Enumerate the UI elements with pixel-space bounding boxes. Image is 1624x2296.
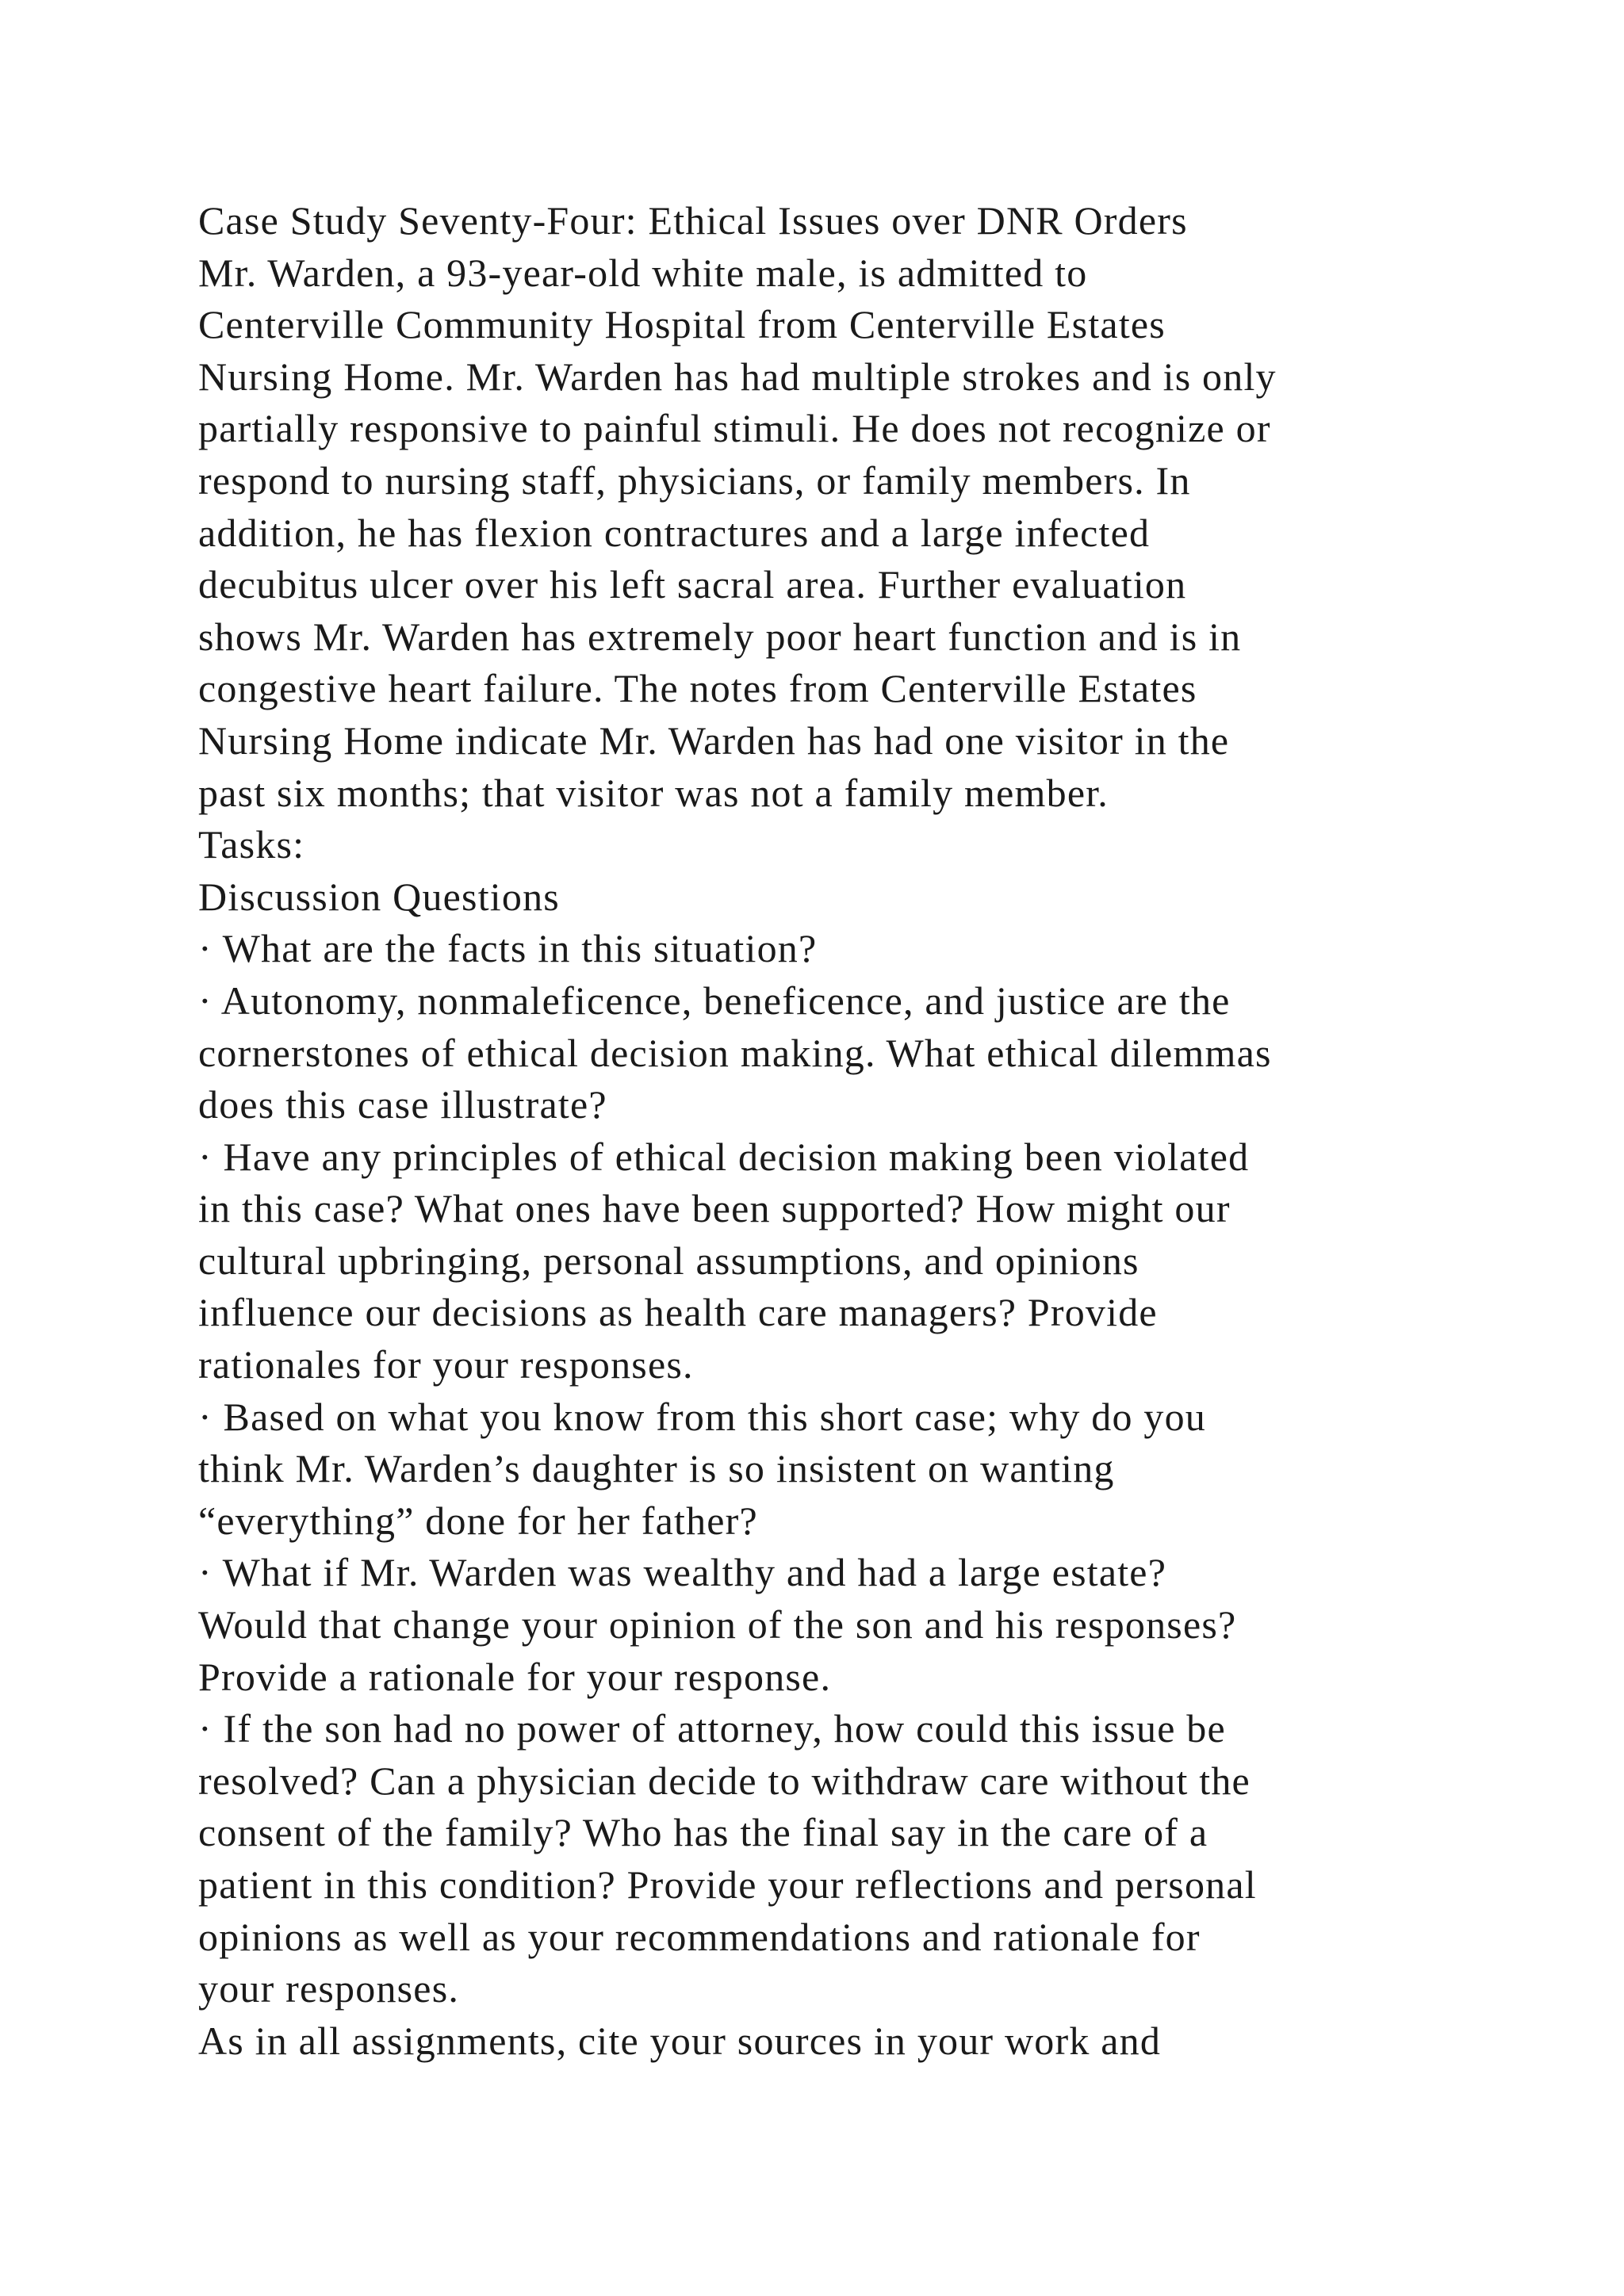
text-line: · If the son had no power of attorney, how could this issue be (198, 1706, 1226, 1751)
text-line: As in all assignments, cite your sources in your work and (198, 2018, 1162, 2063)
text-line: Mr. Warden, a 93-year-old white male, is admitted to (198, 250, 1088, 295)
text-line: · Based on what you know from this short case; why do you (198, 1394, 1207, 1439)
text-line: cultural upbringing, personal assumptions, and opinions (198, 1238, 1139, 1283)
text-line: · What if Mr. Warden was wealthy and had a large estate? (198, 1550, 1167, 1595)
text-line: opinions as well as your recommendations and rationale for (198, 1914, 1201, 1959)
text-line: addition, he has flexion contractures and a large infected (198, 510, 1151, 555)
document-body (198, 195, 1546, 2067)
text-line: rationales for your responses. (198, 1342, 694, 1387)
text-line: · What are the facts in this situation? (198, 926, 818, 971)
text-line: Case Study Seventy-Four: Ethical Issues over DNR Orders (198, 198, 1188, 243)
text-line: your responses. (198, 1966, 460, 2011)
text-line: Nursing Home indicate Mr. Warden has had one visitor in the (198, 718, 1230, 763)
text-line: Centerville Community Hospital from Centerville Estates (198, 302, 1166, 347)
text-line: · Autonomy, nonmaleficence, beneficence, and justice are the (198, 978, 1231, 1023)
text-line: partially responsive to painful stimuli. He does not recognize or (198, 406, 1271, 451)
text-line: Nursing Home. Mr. Warden has had multiple strokes and is only (198, 354, 1277, 399)
text-line: Would that change your opinion of the son and his responses? (198, 1602, 1237, 1647)
text-line: patient in this condition? Provide your reflections and personal (198, 1862, 1257, 1907)
text-line: Tasks: (198, 822, 305, 867)
text-line: Discussion Questions (198, 874, 560, 919)
text-line: think Mr. Warden’s daughter is so insistent on wanting (198, 1446, 1115, 1491)
text-line: “everything” done for her father? (198, 1498, 758, 1543)
text-line: decubitus ulcer over his left sacral area. Further evaluation (198, 562, 1187, 607)
text-line: resolved? Can a physician decide to withdraw care without the (198, 1758, 1251, 1803)
text-line: does this case illustrate? (198, 1082, 607, 1127)
text-line: cornerstones of ethical decision making. What ethical dilemmas (198, 1030, 1272, 1075)
text-line: past six months; that visitor was not a family member. (198, 770, 1109, 815)
text-line: in this case? What ones have been supported? How might our (198, 1186, 1231, 1231)
text-line: respond to nursing staff, physicians, or family members. In (198, 457, 1191, 503)
text-line: Provide a rationale for your response. (198, 1654, 832, 1699)
text-line: congestive heart failure. The notes from Centerville Estates (198, 666, 1197, 711)
text-line: consent of the family? Who has the final say in the care of a (198, 1810, 1208, 1855)
text-line: influence our decisions as health care managers? Provide (198, 1290, 1158, 1335)
text-line: shows Mr. Warden has extremely poor heart function and is in (198, 614, 1242, 659)
text-line: · Have any principles of ethical decision making been violated (198, 1134, 1250, 1179)
